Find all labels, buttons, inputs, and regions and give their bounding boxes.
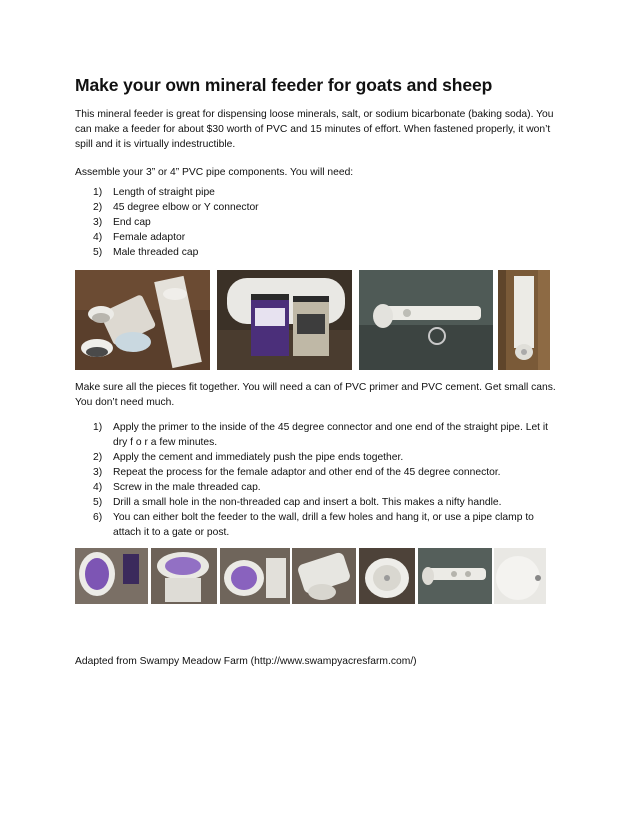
list-item: 5) Drill a small hole in the non-threaded cap and insert a bolt. This makes a nifty handle. xyxy=(93,497,502,508)
list-item: 1) Apply the primer to the inside of the 45 degree connector and one end of the straight pipe. Let it dry f o r a few minutes. xyxy=(93,422,549,448)
step-photo-1 xyxy=(75,548,148,604)
list-item: 2) Apply the cement and immediately push the pipe ends together. xyxy=(93,452,404,463)
mounted-feeder-photo xyxy=(498,270,550,370)
list-item: 3) End cap xyxy=(93,217,151,228)
list-item: 4) Female adaptor xyxy=(93,232,186,243)
fit-paragraph: Make sure all the pieces fit together. You will need a can of PVC primer and PVC cement. Get small cans. You don’t need much. xyxy=(75,382,556,408)
pvc-components-photo xyxy=(75,270,210,370)
step-photo-2 xyxy=(151,548,217,604)
page-title: Make your own mineral feeder for goats and sheep xyxy=(75,75,493,95)
assemble-paragraph: Assemble your 3” or 4” PVC pipe components. You will need: xyxy=(75,167,354,178)
step-photo-5 xyxy=(359,548,415,604)
assembly-steps-list xyxy=(93,420,563,540)
list-item: 5) Male threaded cap xyxy=(93,247,199,258)
list-item: 6) You can either bolt the feeder to the wall, drill a few holes and hang it, or use a pipe clamp to attach it to a gate or post. xyxy=(93,512,534,538)
primer-cement-photo xyxy=(217,270,352,370)
step-photo-6 xyxy=(418,548,492,604)
list-item: 2) 45 degree elbow or Y connector xyxy=(93,202,259,213)
list-item: 1) Length of straight pipe xyxy=(93,187,215,198)
intro-paragraph: This mineral feeder is great for dispensing loose minerals, salt, or sodium bicarbonate (baking soda). You can make a feeder for about $30 worth of PVC and 15 minutes of effort. When fastened properly, it won’t spill and it is virtually indestructible. xyxy=(75,109,554,150)
components-list xyxy=(93,185,563,260)
step-photo-4 xyxy=(292,548,356,604)
step-photo-7 xyxy=(494,548,546,604)
assembled-feeder-photo xyxy=(359,270,493,370)
credit-line: Adapted from Swampy Meadow Farm (http://www.swampyacresfarm.com/) xyxy=(75,656,417,667)
list-item: 4) Screw in the male threaded cap. xyxy=(93,482,261,493)
list-item: 3) Repeat the process for the female adaptor and other end of the 45 degree connector. xyxy=(93,467,501,478)
step-photo-3 xyxy=(220,548,290,604)
